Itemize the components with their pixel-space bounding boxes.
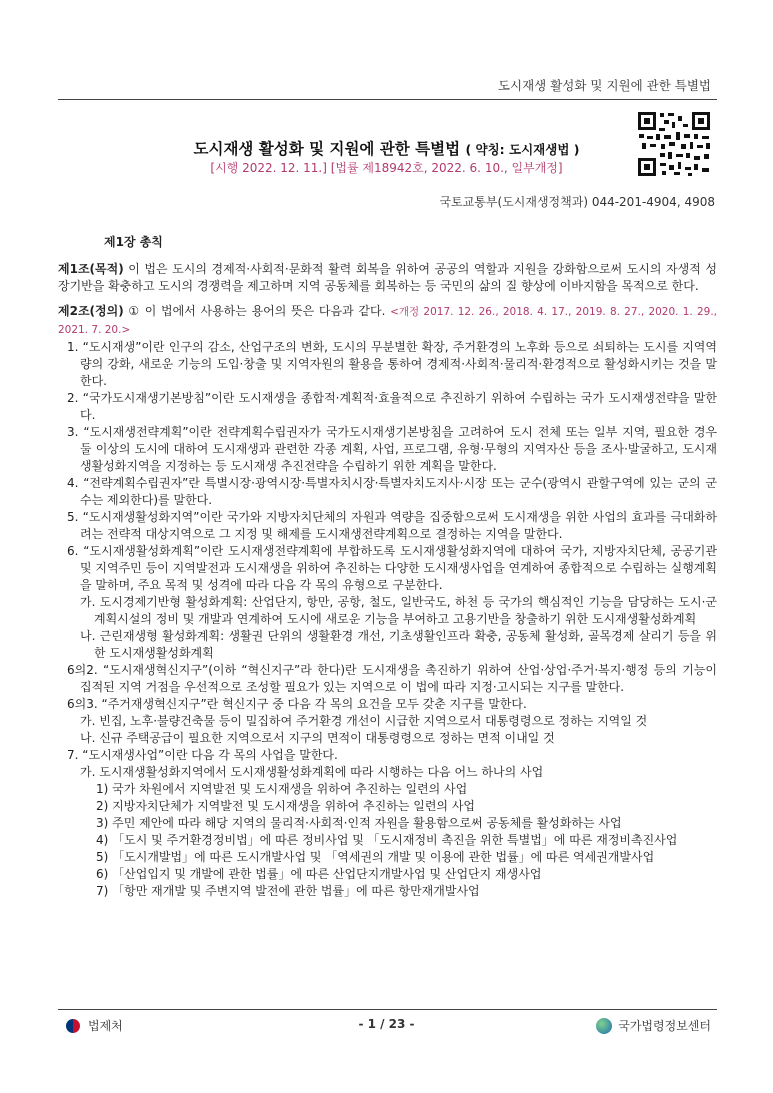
definition-item: 5. “도시재생활성화지역”이란 국가와 지방자치단체의 자원과 역량을 집중함으로써 도시재생을 위한 사업의 효과를 극대화하려는 전략적 대상지역으로 그 지정 및 해제를 도시재생전략계획으로 결정하는 지역을 말한다. [67,510,717,541]
law-center-logo-icon [596,1018,612,1034]
definition-item: 4. “전략계획수립권자”란 특별시장·광역시장·특별자치시장·특별자치도지사·시장 또는 군수(광역시 관할구역에 있는 군의 군수는 제외한다)를 말한다. [67,476,717,507]
definition-item: 7. “도시재생사업”이란 다음 각 목의 사업을 말한다. [67,748,338,762]
law-alias: ( 약칭: 도시재생법 ) [465,142,580,157]
article-1-heading[interactable]: 제1조(목적) [58,262,124,276]
law-enforcement-info[interactable]: [시행 2022. 12. 11.] [법률 제18942호, 2022. 6. 10., 일부개정] [210,161,563,175]
article-2 [58,303,717,900]
definition-subsubitem: 2) 지방자치단체가 지역발전 및 도시재생을 위하여 추진하는 일련의 사업 [96,799,476,813]
footer-divider [58,1009,717,1010]
definition-subsubitem: 3) 주민 제안에 따라 해당 지역의 물리적·사회적·인적 자원을 활용함으로써 공동체를 활성화하는 사업 [96,816,622,830]
definition-subitem: 나. 신규 주택공급이 필요한 지역으로서 지구의 면적이 대통령령으로 정하는 면적 이내일 것 [80,731,555,745]
definition-item: 3. “도시재생전략계획”이란 전략계획수립권자가 국가도시재생기본방침을 고려하여 도시 전체 또는 일부 지역, 필요한 경우 둘 이상의 도시에 대하여 도시재생과 관련한 각종 계획, 사업, 프로그램, 유형·무형의 지역자산 등을 조사·발굴하고, 도시재생활성화지역을 지정하는 등 도시재생 추진전략을 수립하기 위한 계획을 말한다. [67,425,717,473]
definition-subitem: 가. 도시재생활성화지역에서 도시재생활성화계획에 따라 시행하는 다음 어느 하나의 사업 [80,765,544,779]
definition-item: 6의3. “주거재생혁신지구”란 혁신지구 중 다음 각 목의 요건을 모두 갖춘 지구를 말한다. [67,697,527,711]
chapter-heading: 제1장 총칙 [104,235,163,249]
amendment-note[interactable]: <개정 2017. 12. 26., 2018. 4. 17., 2019. 8. 27., 2020. 1. 29., 2021. 7. 20.> [58,306,717,336]
definition-subsubitem: 4) 「도시 및 주거환경정비법」에 따른 정비사업 및 「도시재정비 촉진을 위한 특별법」에 따른 재정비촉진사업 [96,833,678,847]
definition-subitem: 가. 빈집, 노후·불량건축물 등이 밀집하여 주거환경 개선이 시급한 지역으로서 대통령령으로 정하는 지역일 것 [80,714,648,728]
definition-subsubitem: 6) 「산업입지 및 개발에 관한 법률」에 따른 산업단지개발사업 및 산업단지 재생사업 [96,867,542,881]
definition-subsubitem: 1) 국가 차원에서 지역발전 및 도시재생을 위하여 추진하는 일련의 사업 [96,782,468,796]
definition-item: 1. “도시재생”이란 인구의 감소, 산업구조의 변화, 도시의 무분별한 확장, 주거환경의 노후화 등으로 쇠퇴하는 도시를 지역역량의 강화, 새로운 기능의 도입·창출 및 지역자원의 활용을 통하여 경제적·사회적·물리적·환경적으로 활성화시키는 것을 말한다. [67,340,717,388]
definition-subsubitem: 7) 「항만 재개발 및 주변지역 발전에 관한 법률」에 따른 항만재개발사업 [96,884,480,898]
definition-item: 6. “도시재생활성화계획”이란 도시재생전략계획에 부합하도록 도시재생활성화지역에 대하여 국가, 지방자치단체, 공공기관 및 지역주민 등이 지역발전과 도시재생을 위하여 추진하는 다양한 도시재생사업을 연계하여 종합적으로 수립하는 실행계획을 말하며, 주요 목적 및 성격에 따라 다음 각 목의 유형으로 구분한다. [67,544,717,592]
law-title [0,137,773,159]
footer-center-name: 국가법령정보센터 [618,1019,711,1033]
article-1 [58,261,717,295]
law-title-text: 도시재생 활성화 및 지원에 관한 특별법 [193,140,461,158]
definition-item: 6의2. “도시재생혁신지구”(이하 “혁신지구”라 한다)란 도시재생을 촉진하기 위하여 산업·상업·주거·복지·행정 등의 기능이 집적된 지역 거점을 우선적으로 조성할 필요가 있는 지역으로 이 법에 따라 지정·고시되는 지구를 말한다. [67,663,717,694]
header-divider [58,99,717,100]
definition-subitem: 가. 도시경제기반형 활성화계획: 산업단지, 항만, 공항, 철도, 일반국도, 하천 등 국가의 핵심적인 기능을 담당하는 도시·군계획시설의 정비 및 개발과 연계하여 도시에 새로운 기능을 부여하고 고용기반을 창출하기 위한 도시재생활성화계획 [80,595,717,626]
law-body [58,234,717,900]
article-2-heading[interactable]: 제2조(정의) [58,304,124,318]
definition-subsubitem: 5) 「도시개발법」에 따른 도시개발사업 및 「역세권의 개발 및 이용에 관한 법률」에 따른 역세권개발사업 [96,850,655,864]
footer-org: 법제처 [88,1019,123,1033]
footer-right [596,1017,711,1034]
article-1-text: 이 법은 도시의 경제적·사회적·문화적 활력 회복을 위하여 공공의 역할과 지원을 강화함으로써 도시의 자생적 성장기반을 확충하고 도시의 경쟁력을 제고하며 지역 공동체를 회복하는 등 국민의 삶의 질 향상에 이바지함을 목적으로 한다. [58,262,717,293]
header-law-title: 도시재생 활성화 및 지원에 관한 특별법 [497,78,711,93]
ministry-contact: 국토교통부(도시재생정책과) 044-201-4904, 4908 [439,195,715,209]
page-number: - 1 / 23 - [358,1017,415,1031]
definition-subitem: 나. 근린재생형 활성화계획: 생활권 단위의 생활환경 개선, 기초생활인프라 확충, 공동체 활성화, 골목경제 살리기 등을 위한 도시재생활성화계획 [80,629,717,660]
definition-item: 2. “국가도시재생기본방침”이란 도시재생을 종합적·계획적·효율적으로 추진하기 위하여 수립하는 국가 도시재생전략을 말한다. [67,391,717,422]
article-2-text: ① 이 법에서 사용하는 용어의 뜻은 다음과 같다. [123,304,391,318]
